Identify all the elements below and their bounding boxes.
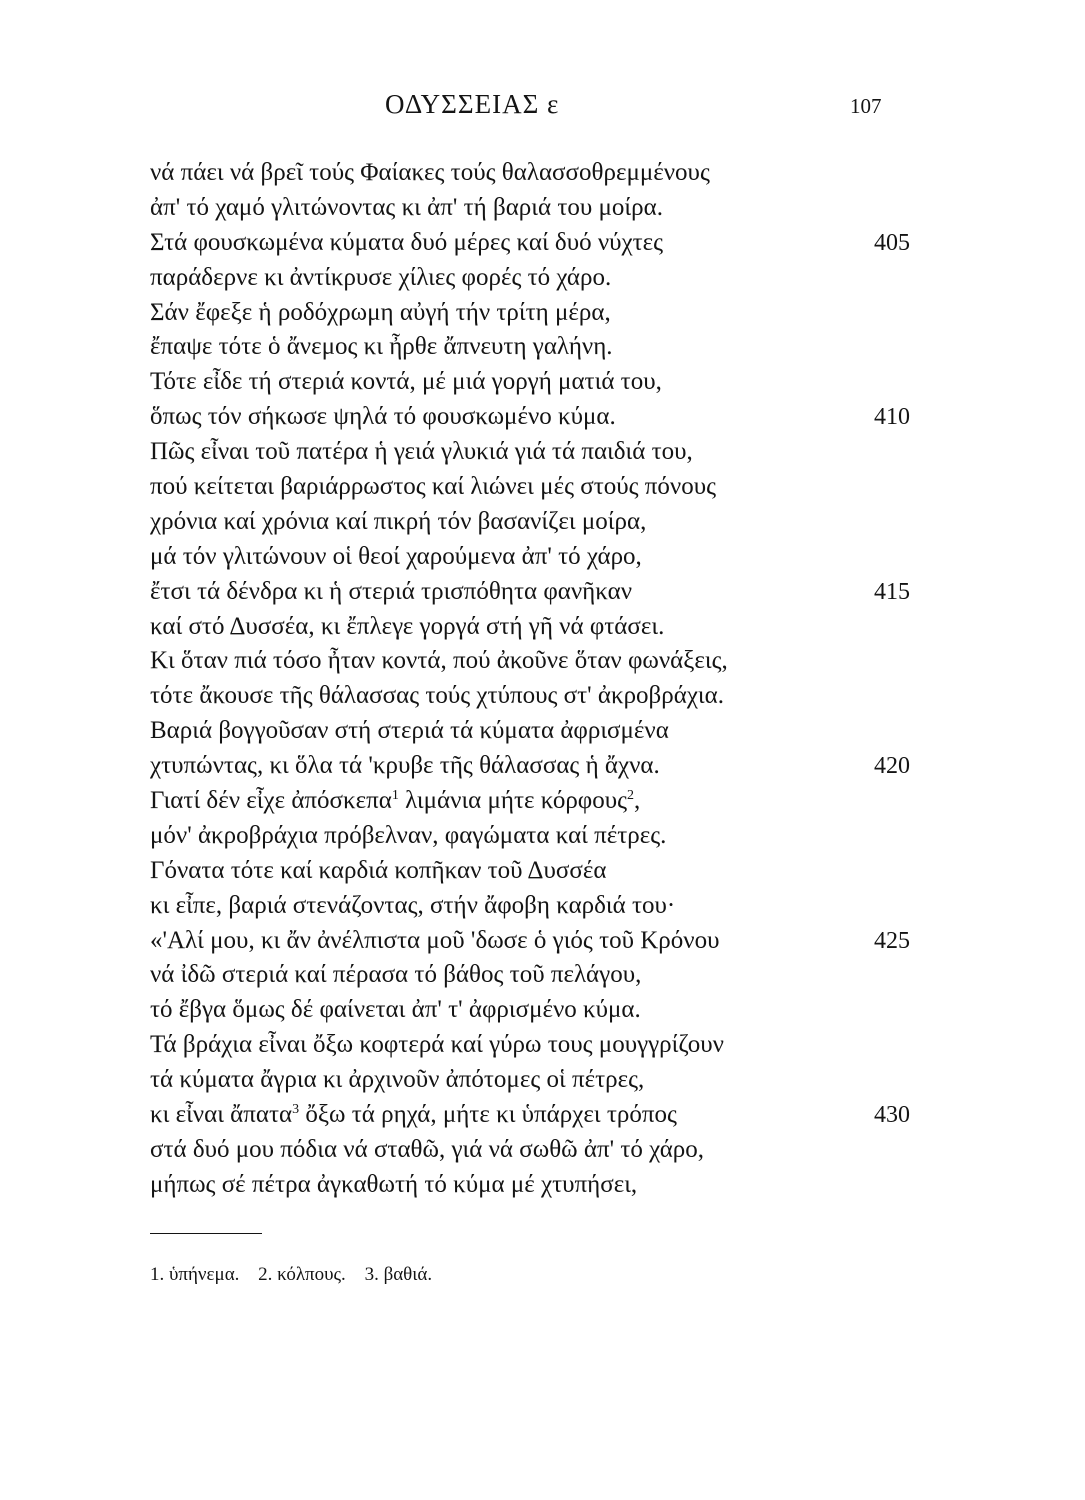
verse-line bbox=[150, 400, 910, 435]
line-number: 420 bbox=[874, 753, 910, 780]
verse-text: ὅπως τόν σήκωσε ψηλά τό φουσκωμένο κύμα. bbox=[150, 403, 616, 431]
verse-line bbox=[150, 644, 910, 679]
verse-text: μόν' ἀκροβράχια πρόβελναν, φαγώματα καί πέτρες. bbox=[150, 821, 667, 849]
verse-text-cont: , bbox=[634, 787, 641, 815]
verse-line bbox=[150, 435, 910, 470]
verse-line bbox=[150, 749, 910, 784]
verse-line bbox=[150, 226, 910, 261]
poem-text bbox=[150, 156, 910, 1203]
verse-line bbox=[150, 330, 910, 365]
footnote-divider bbox=[150, 1233, 262, 1234]
footnote-ref: 2 bbox=[627, 788, 635, 804]
line-number: 425 bbox=[874, 927, 910, 954]
verse-text: χτυπώντας, κι ὅλα τά 'κρυβε τῆς θάλασσας ἡ ἄχνα. bbox=[150, 752, 660, 780]
verse-line bbox=[150, 1133, 910, 1168]
verse-line bbox=[150, 1168, 910, 1203]
verse-text: Κι ὅταν πιά τόσο ἦταν κοντά, πού ἀκοῦνε ὅταν φωνάξεις, bbox=[150, 647, 728, 675]
verse-line bbox=[150, 1028, 910, 1063]
verse-line bbox=[150, 854, 910, 889]
verse-text: καί στό Δυσσέα, κι ἔπλεγε γοργά στή γῆ νά φτάσει. bbox=[150, 612, 665, 640]
verse-text: Γόνατα τότε καί καρδιά κοπῆκαν τοῦ Δυσσέα bbox=[150, 856, 607, 884]
verse-text: μά τόν γλιτώνουν οἱ θεοί χαρούμενα ἀπ' τό χάρο, bbox=[150, 542, 642, 570]
verse-line bbox=[150, 365, 910, 400]
footnote-ref: 1 bbox=[391, 788, 399, 804]
verse-text: Πῶς εἶναι τοῦ πατέρα ἡ γειά γλυκιά γιά τά παιδιά του, bbox=[150, 438, 693, 466]
verse-text: χρόνια καί χρόνια καί πικρή τόν βασανίζει μοίρα, bbox=[150, 507, 647, 535]
verse-text-cont: ὄξω τά ρηχά, μήτε κι ὑπάρχει τρόπος bbox=[299, 1101, 677, 1129]
verse-line bbox=[150, 470, 910, 505]
footnote: 2. κόλπους. bbox=[258, 1264, 346, 1285]
verse-line bbox=[150, 261, 910, 296]
verse-line bbox=[150, 610, 910, 645]
verse-line bbox=[150, 191, 910, 226]
verse-text: ἔπαψε τότε ὁ ἄνεμος κι ἦρθε ἄπνευτη γαλήνη. bbox=[150, 333, 613, 361]
footnotes bbox=[150, 1262, 446, 1288]
verse-text: Βαριά βογγοῦσαν στή στεριά τά κύματα ἀφρισμένα bbox=[150, 717, 669, 745]
verse-line bbox=[150, 156, 910, 191]
verse-line bbox=[150, 575, 910, 610]
line-number: 430 bbox=[874, 1102, 910, 1129]
verse-text: τό ἔβγα ὅμως δέ φαίνεται ἀπ' τ' ἀφρισμένο κύμα. bbox=[150, 996, 641, 1024]
verse-line bbox=[150, 679, 910, 714]
verse-line bbox=[150, 819, 910, 854]
line-number: 405 bbox=[874, 229, 910, 256]
verse-text: πού κείτεται βαριάρρωστος καί λιώνει μές στούς πόνους bbox=[150, 473, 716, 501]
verse-line bbox=[150, 993, 910, 1028]
verse-line bbox=[150, 1098, 910, 1133]
verse-line bbox=[150, 1063, 910, 1098]
footnote-ref: 3 bbox=[292, 1102, 300, 1118]
verse-line bbox=[150, 505, 910, 540]
verse-line bbox=[150, 784, 910, 819]
verse-line bbox=[150, 958, 910, 993]
footnote: 3. βαθιά. bbox=[364, 1264, 433, 1285]
verse-text: ἔτσι τά δένδρα κι ἡ στεριά τρισπόθητα φανῆκαν bbox=[150, 577, 633, 605]
verse-text: νά ἰδῶ στεριά καί πέρασα τό βάθος τοῦ πελάγου, bbox=[150, 961, 642, 989]
verse-text: παράδερνε κι ἀντίκρυσε χίλιες φορές τό χάρο. bbox=[150, 263, 612, 291]
verse-text: κι εἶπε, βαριά στενάζοντας, στήν ἄφοβη καρδιά του· bbox=[150, 891, 676, 919]
verse-text: μήπως σέ πέτρα ἀγκαθωτή τό κύμα μέ χτυπήσει, bbox=[150, 1170, 638, 1198]
line-number: 415 bbox=[874, 578, 910, 605]
verse-text: Σάν ἔφεξε ἡ ροδόχρωμη αὐγή τήν τρίτη μέρα, bbox=[150, 298, 611, 326]
verse-text: Γιατί δέν εἶχε ἀπόσκεπα bbox=[150, 787, 392, 815]
line-number: 410 bbox=[874, 404, 910, 431]
verse-text-cont: λιμάνια μήτε κόρφους bbox=[398, 787, 628, 815]
verse-line bbox=[150, 540, 910, 575]
verse-line bbox=[150, 296, 910, 331]
verse-text: Στά φουσκωμένα κύματα δυό μέρες καί δυό νύχτες bbox=[150, 228, 664, 256]
verse-line bbox=[150, 924, 910, 959]
verse-text: τά κύματα ἄγρια κι ἀρχινοῦν ἀπότομες οἱ πέτρες, bbox=[150, 1066, 645, 1094]
verse-text: νά πάει νά βρεῖ τούς Φαίακες τούς θαλασσοθρεμμένους bbox=[150, 159, 710, 186]
verse-text: στά δυό μου πόδια νά σταθῶ, γιά νά σωθῶ ἀπ' τό χάρο, bbox=[150, 1135, 705, 1163]
page-title: ΟΔΥΣΣΕΙΑΣ ε bbox=[385, 89, 560, 119]
verse-text: ἀπ' τό χαμό γλιτώνοντας κι ἀπ' τή βαριά του μοίρα. bbox=[150, 193, 663, 221]
verse-text: κι εἶναι ἄπατα bbox=[150, 1101, 293, 1129]
verse-line bbox=[150, 714, 910, 749]
verse-text: τότε ἄκουσε τῆς θάλασσας τούς χτύπους στ' ἀκροβράχια. bbox=[150, 682, 725, 710]
page-number: 107 bbox=[850, 94, 882, 118]
verse-text: «'Αλί μου, κι ἄν ἀνέλπιστα μοῦ 'δωσε ὁ γιός τοῦ Κρόνου bbox=[150, 926, 720, 954]
footnote: 1. ὑπήνεμα. bbox=[150, 1264, 240, 1285]
verse-text: Τότε εἶδε τή στεριά κοντά, μέ μιά γοργή ματιά του, bbox=[150, 368, 662, 396]
verse-text: Τά βράχια εἶναι ὄξω κοφτερά καί γύρω τους μουγγρίζουν bbox=[150, 1031, 724, 1059]
running-head bbox=[0, 86, 1085, 122]
verse-line bbox=[150, 889, 910, 924]
